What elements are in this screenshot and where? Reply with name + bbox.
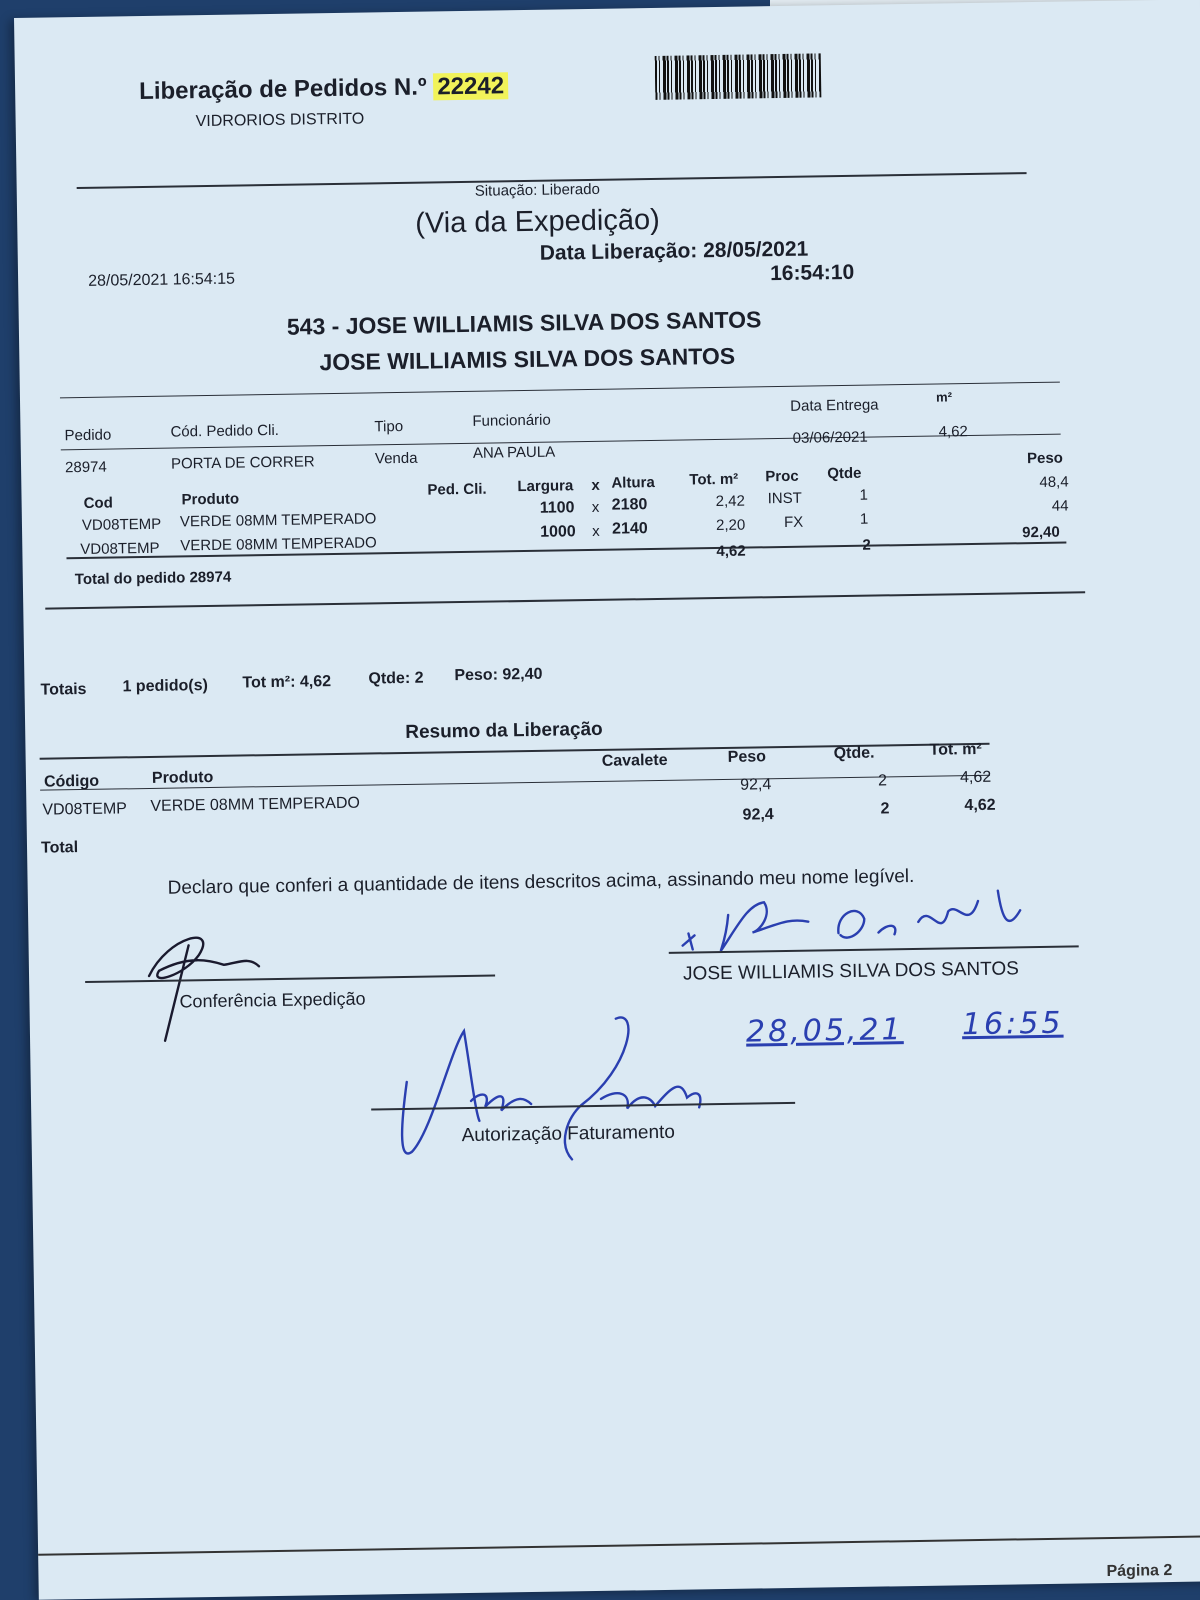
summary-total-qtde: 2 xyxy=(880,800,890,818)
handwritten-time: 16:55 xyxy=(961,1005,1064,1043)
summary-col-peso: Peso xyxy=(727,748,767,766)
autorizacao-signature xyxy=(380,1007,722,1172)
summary-row-peso: 92,4 xyxy=(740,776,772,794)
summary-title: Resumo da Liberação xyxy=(405,718,603,743)
totals-qtde: Qtde: 2 xyxy=(368,669,424,688)
row1-proc: INST xyxy=(767,489,802,508)
summary-row-produto: VERDE 08MM TEMPERADO xyxy=(150,794,361,815)
value-tipo: Venda xyxy=(374,449,418,468)
client-line-2: JOSE WILLIAMIS SILVA DOS SANTOS xyxy=(319,342,736,376)
col-peso: Peso xyxy=(1026,449,1064,468)
summary-col-qtde: Qtde. xyxy=(833,744,875,763)
value-data-entrega: 03/06/2021 xyxy=(792,428,868,447)
release-time: 16:54:10 xyxy=(769,260,855,286)
label-tipo: Tipo xyxy=(374,417,404,436)
row2-qtde: 1 xyxy=(859,510,869,528)
autorizacao-label: Autorização Faturamento xyxy=(461,1121,676,1147)
value-funcionario: ANA PAULA xyxy=(472,443,556,462)
label-pedido: Pedido xyxy=(64,426,112,445)
row2-cod: VD08TEMP xyxy=(80,539,160,559)
situation: Situação: Liberado xyxy=(474,180,600,200)
summary-row-qtde: 2 xyxy=(877,772,888,790)
row1-qtde: 1 xyxy=(859,486,869,504)
row2-peso: 44 xyxy=(1051,497,1069,515)
summary-col-cavalete: Cavalete xyxy=(601,751,668,770)
client-signature-name: JOSE WILLIAMIS SILVA DOS SANTOS xyxy=(682,958,1019,985)
summary-col-tot-m2: Tot. m² xyxy=(929,740,982,759)
page-number: Página 2 xyxy=(1106,1561,1173,1581)
company-name: VIDRORIOS DISTRITO xyxy=(195,110,365,131)
conferencia-label: Conferência Expedição xyxy=(179,988,366,1012)
row1-altura: 2180 xyxy=(611,496,648,514)
order-total-qtde: 2 xyxy=(862,536,871,554)
client-line-1: 543 - JOSE WILLIAMIS SILVA DOS SANTOS xyxy=(286,306,762,340)
declaration-text: Declaro que conferi a quantidade de itens descritos acima, assinando meu nome legível. xyxy=(167,865,915,899)
totals-peso: Peso: 92,40 xyxy=(454,665,543,685)
summary-col-produto: Produto xyxy=(151,768,214,787)
row2-altura: 2140 xyxy=(611,520,648,538)
order-table-top-rule xyxy=(60,382,1060,399)
totals-m2: Tot m²: 4,62 xyxy=(242,673,332,692)
row2-x: x xyxy=(592,522,600,540)
printed-at: 28/05/2021 16:54:15 xyxy=(88,270,236,290)
value-cod-pedido-cli: PORTA DE CORRER xyxy=(170,453,315,473)
label-data-entrega: Data Entrega xyxy=(790,396,879,415)
col-produto: Produto xyxy=(181,490,240,509)
summary-col-codigo: Código xyxy=(43,772,100,791)
document-page xyxy=(14,0,1200,1600)
title-prefix: Liberação de Pedidos N.º xyxy=(138,73,427,106)
order-total-label: Total do pedido 28974 xyxy=(74,568,232,589)
col-cod: Cod xyxy=(83,494,113,512)
summary-total-label: Total xyxy=(40,839,79,857)
row1-produto: VERDE 08MM TEMPERADO xyxy=(179,510,377,531)
col-proc: Proc xyxy=(765,467,799,486)
col-tot-m2: Tot. m² xyxy=(689,470,739,489)
row1-cod: VD08TEMP xyxy=(81,515,162,534)
col-qtde: Qtde xyxy=(827,464,862,483)
footer-rule xyxy=(38,1535,1200,1556)
col-altura: Altura xyxy=(611,473,655,492)
totals-label: Totais xyxy=(40,680,87,699)
row2-produto: VERDE 08MM TEMPERADO xyxy=(180,534,377,555)
col-largura: Largura xyxy=(517,477,574,496)
summary-total-peso: 92,4 xyxy=(742,806,774,824)
handwritten-date: 28,05,21 xyxy=(745,1012,904,1050)
release-date: Data Liberação: 28/05/2021 xyxy=(539,237,809,265)
value-m2: 4,62 xyxy=(938,423,968,441)
value-pedido: 28974 xyxy=(64,458,107,477)
row2-largura: 1000 xyxy=(540,523,576,541)
summary-total-tot-m2: 4,62 xyxy=(964,796,996,815)
row1-peso: 48,4 xyxy=(1039,473,1069,491)
row1-x: x xyxy=(591,498,600,516)
document-title xyxy=(139,72,508,106)
label-cod-pedido-cli: Cód. Pedido Cli. xyxy=(170,421,280,441)
via-label: (Via da Expedição) xyxy=(415,203,661,240)
order-total-m2: 4,62 xyxy=(716,542,746,561)
row2-proc: FX xyxy=(783,513,804,531)
col-x: x xyxy=(591,476,600,494)
col-ped-cli: Ped. Cli. xyxy=(427,480,487,499)
totals-pedidos: 1 pedido(s) xyxy=(122,677,208,696)
label-m2: m² xyxy=(935,389,953,405)
row1-tot-m2: 2,42 xyxy=(715,492,746,511)
summary-row-tot-m2: 4,62 xyxy=(959,768,992,787)
summary-row-codigo: VD08TEMP xyxy=(42,800,128,819)
row1-largura: 1100 xyxy=(539,499,575,517)
row2-tot-m2: 2,20 xyxy=(715,516,746,535)
order-number: 22242 xyxy=(433,72,508,100)
order-total-peso: 92,40 xyxy=(1022,523,1060,542)
section-divider xyxy=(45,591,1085,609)
label-funcionario: Funcionário xyxy=(472,411,551,430)
barcode xyxy=(655,53,822,100)
